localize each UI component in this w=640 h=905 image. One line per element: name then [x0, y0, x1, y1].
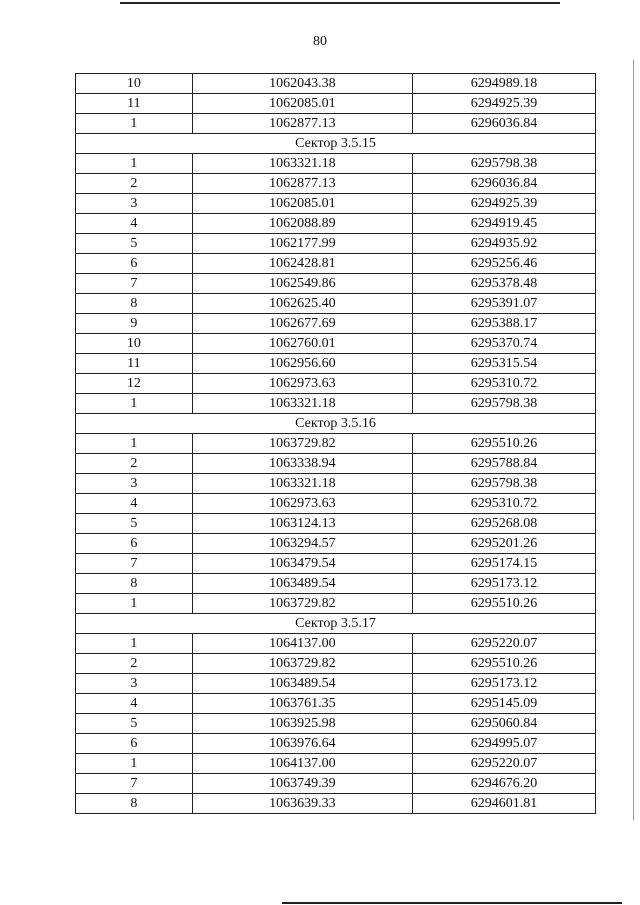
x-coordinate-cell: 1063761.35 — [192, 694, 412, 714]
y-coordinate-cell: 6295788.84 — [413, 454, 596, 474]
table-row — [76, 754, 596, 774]
table-row — [76, 234, 596, 254]
sector-header-row — [76, 134, 596, 154]
table-row — [76, 374, 596, 394]
point-number-cell: 11 — [76, 354, 193, 374]
table-row — [76, 674, 596, 694]
x-coordinate-cell: 1062549.86 — [192, 274, 412, 294]
x-coordinate-cell: 1063639.33 — [192, 794, 412, 814]
table-row — [76, 634, 596, 654]
x-coordinate-cell: 1063489.54 — [192, 574, 412, 594]
point-number-cell: 2 — [76, 174, 193, 194]
x-coordinate-cell: 1062877.13 — [192, 114, 412, 134]
sector-title: Сектор 3.5.16 — [76, 414, 596, 434]
point-number-cell: 12 — [76, 374, 193, 394]
point-number-cell: 8 — [76, 574, 193, 594]
x-coordinate-cell: 1063321.18 — [192, 474, 412, 494]
point-number-cell: 5 — [76, 714, 193, 734]
x-coordinate-cell: 1063321.18 — [192, 154, 412, 174]
y-coordinate-cell: 6295510.26 — [413, 594, 596, 614]
point-number-cell: 10 — [76, 74, 193, 94]
table-row — [76, 494, 596, 514]
y-coordinate-cell: 6295201.26 — [413, 534, 596, 554]
y-coordinate-cell: 6294601.81 — [413, 794, 596, 814]
scan-bottom-edge-line — [282, 902, 622, 904]
y-coordinate-cell: 6294935.92 — [413, 234, 596, 254]
y-coordinate-cell: 6294995.07 — [413, 734, 596, 754]
point-number-cell: 1 — [76, 594, 193, 614]
x-coordinate-cell: 1062085.01 — [192, 194, 412, 214]
x-coordinate-cell: 1063729.82 — [192, 434, 412, 454]
y-coordinate-cell: 6295798.38 — [413, 394, 596, 414]
table-row — [76, 294, 596, 314]
table-row — [76, 574, 596, 594]
y-coordinate-cell: 6295391.07 — [413, 294, 596, 314]
y-coordinate-cell: 6294919.45 — [413, 214, 596, 234]
point-number-cell: 3 — [76, 674, 193, 694]
point-number-cell: 9 — [76, 314, 193, 334]
table-row — [76, 794, 596, 814]
x-coordinate-cell: 1064137.00 — [192, 754, 412, 774]
table-row — [76, 154, 596, 174]
table-row — [76, 514, 596, 534]
coordinates-table-body — [76, 74, 596, 814]
point-number-cell: 6 — [76, 254, 193, 274]
table-row — [76, 274, 596, 294]
table-row — [76, 94, 596, 114]
y-coordinate-cell: 6295256.46 — [413, 254, 596, 274]
table-row — [76, 774, 596, 794]
table-row — [76, 314, 596, 334]
point-number-cell: 8 — [76, 294, 193, 314]
point-number-cell: 4 — [76, 494, 193, 514]
y-coordinate-cell: 6295315.54 — [413, 354, 596, 374]
coordinates-table — [75, 73, 596, 814]
sector-title: Сектор 3.5.15 — [76, 134, 596, 154]
y-coordinate-cell: 6295173.12 — [413, 674, 596, 694]
point-number-cell: 5 — [76, 514, 193, 534]
y-coordinate-cell: 6295220.07 — [413, 754, 596, 774]
point-number-cell: 3 — [76, 474, 193, 494]
table-row — [76, 474, 596, 494]
x-coordinate-cell: 1062085.01 — [192, 94, 412, 114]
sector-title: Сектор 3.5.17 — [76, 614, 596, 634]
table-row — [76, 214, 596, 234]
table-row — [76, 594, 596, 614]
x-coordinate-cell: 1063124.13 — [192, 514, 412, 534]
table-row — [76, 454, 596, 474]
point-number-cell: 8 — [76, 794, 193, 814]
point-number-cell: 1 — [76, 434, 193, 454]
table-row — [76, 254, 596, 274]
point-number-cell: 4 — [76, 694, 193, 714]
y-coordinate-cell: 6294989.18 — [413, 74, 596, 94]
y-coordinate-cell: 6295268.08 — [413, 514, 596, 534]
x-coordinate-cell: 1063294.57 — [192, 534, 412, 554]
y-coordinate-cell: 6295388.17 — [413, 314, 596, 334]
sector-header-row — [76, 414, 596, 434]
y-coordinate-cell: 6296036.84 — [413, 114, 596, 134]
y-coordinate-cell: 6294925.39 — [413, 94, 596, 114]
point-number-cell: 4 — [76, 214, 193, 234]
y-coordinate-cell: 6295173.12 — [413, 574, 596, 594]
x-coordinate-cell: 1062956.60 — [192, 354, 412, 374]
x-coordinate-cell: 1062877.13 — [192, 174, 412, 194]
point-number-cell: 6 — [76, 534, 193, 554]
table-row — [76, 734, 596, 754]
point-number-cell: 1 — [76, 754, 193, 774]
scan-top-edge-line — [120, 2, 560, 4]
x-coordinate-cell: 1062177.99 — [192, 234, 412, 254]
point-number-cell: 5 — [76, 234, 193, 254]
table-row — [76, 554, 596, 574]
x-coordinate-cell: 1063321.18 — [192, 394, 412, 414]
x-coordinate-cell: 1062043.38 — [192, 74, 412, 94]
table-row — [76, 334, 596, 354]
table-row — [76, 114, 596, 134]
table-row — [76, 394, 596, 414]
scan-right-edge-line — [633, 60, 634, 820]
y-coordinate-cell: 6295510.26 — [413, 654, 596, 674]
x-coordinate-cell: 1062973.63 — [192, 494, 412, 514]
point-number-cell: 7 — [76, 274, 193, 294]
x-coordinate-cell: 1063976.64 — [192, 734, 412, 754]
x-coordinate-cell: 1063479.54 — [192, 554, 412, 574]
page-number: 80 — [313, 34, 327, 49]
y-coordinate-cell: 6295310.72 — [413, 494, 596, 514]
x-coordinate-cell: 1063925.98 — [192, 714, 412, 734]
table-row — [76, 354, 596, 374]
x-coordinate-cell: 1062973.63 — [192, 374, 412, 394]
point-number-cell: 1 — [76, 154, 193, 174]
y-coordinate-cell: 6295370.74 — [413, 334, 596, 354]
table-row — [76, 174, 596, 194]
point-number-cell: 7 — [76, 774, 193, 794]
point-number-cell: 2 — [76, 454, 193, 474]
y-coordinate-cell: 6295510.26 — [413, 434, 596, 454]
y-coordinate-cell: 6294676.20 — [413, 774, 596, 794]
table-row — [76, 694, 596, 714]
point-number-cell: 1 — [76, 394, 193, 414]
table-row — [76, 654, 596, 674]
y-coordinate-cell: 6295145.09 — [413, 694, 596, 714]
table-row — [76, 534, 596, 554]
table-row — [76, 714, 596, 734]
x-coordinate-cell: 1062088.89 — [192, 214, 412, 234]
point-number-cell: 6 — [76, 734, 193, 754]
x-coordinate-cell: 1062760.01 — [192, 334, 412, 354]
x-coordinate-cell: 1062428.81 — [192, 254, 412, 274]
point-number-cell: 2 — [76, 654, 193, 674]
y-coordinate-cell: 6296036.84 — [413, 174, 596, 194]
y-coordinate-cell: 6294925.39 — [413, 194, 596, 214]
y-coordinate-cell: 6295378.48 — [413, 274, 596, 294]
y-coordinate-cell: 6295310.72 — [413, 374, 596, 394]
y-coordinate-cell: 6295220.07 — [413, 634, 596, 654]
x-coordinate-cell: 1063338.94 — [192, 454, 412, 474]
point-number-cell: 10 — [76, 334, 193, 354]
y-coordinate-cell: 6295060.84 — [413, 714, 596, 734]
point-number-cell: 7 — [76, 554, 193, 574]
x-coordinate-cell: 1064137.00 — [192, 634, 412, 654]
x-coordinate-cell: 1063749.39 — [192, 774, 412, 794]
x-coordinate-cell: 1063489.54 — [192, 674, 412, 694]
x-coordinate-cell: 1062677.69 — [192, 314, 412, 334]
table-row — [76, 74, 596, 94]
point-number-cell: 1 — [76, 114, 193, 134]
x-coordinate-cell: 1063729.82 — [192, 594, 412, 614]
point-number-cell: 11 — [76, 94, 193, 114]
x-coordinate-cell: 1063729.82 — [192, 654, 412, 674]
y-coordinate-cell: 6295174.15 — [413, 554, 596, 574]
y-coordinate-cell: 6295798.38 — [413, 474, 596, 494]
point-number-cell: 3 — [76, 194, 193, 214]
table-row — [76, 194, 596, 214]
sector-header-row — [76, 614, 596, 634]
x-coordinate-cell: 1062625.40 — [192, 294, 412, 314]
point-number-cell: 1 — [76, 634, 193, 654]
table-row — [76, 434, 596, 454]
y-coordinate-cell: 6295798.38 — [413, 154, 596, 174]
